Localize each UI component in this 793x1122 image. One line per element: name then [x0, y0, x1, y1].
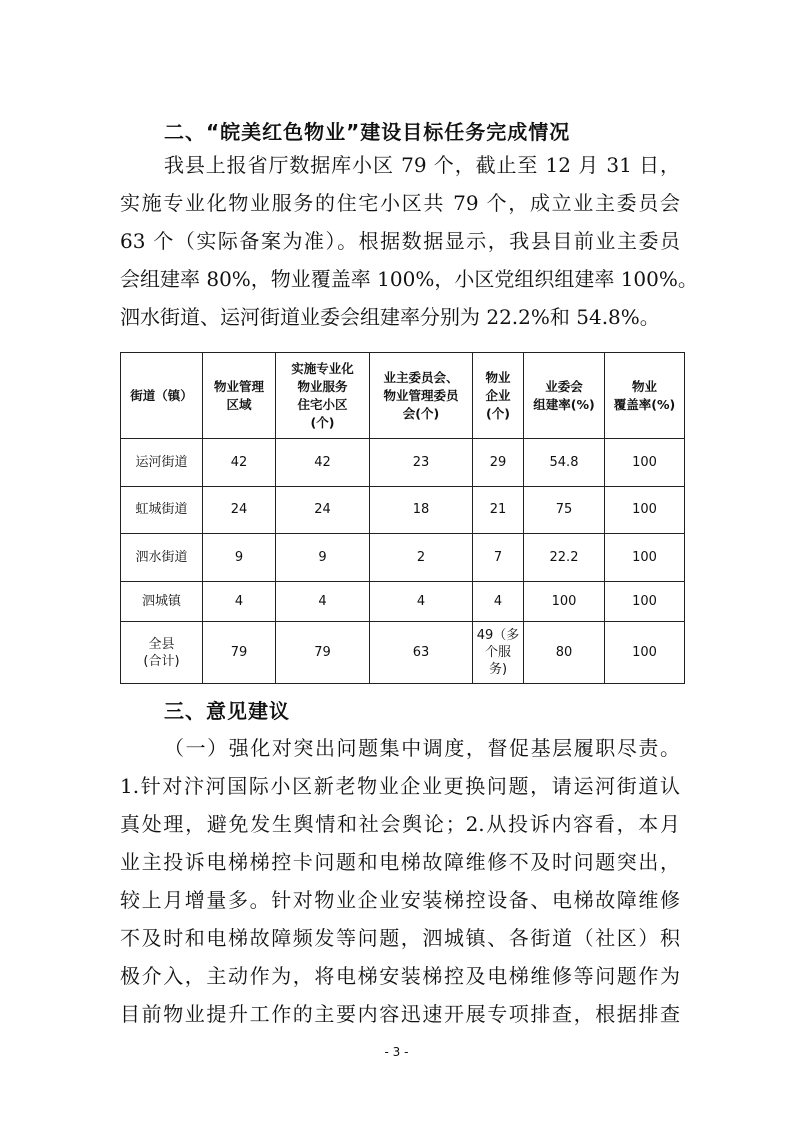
table-cell [524, 486, 605, 534]
row-label-text: 泗城镇 [141, 593, 181, 609]
table-cell [276, 581, 370, 621]
table-cell [524, 581, 605, 621]
paragraph-line: 1.针对汴河国际小区新老物业企业更换问题，请运河街道认 [120, 774, 680, 798]
column-header-text: 实施专业化 [291, 360, 354, 376]
paragraph-line: 较上月增量多。针对物业企业安装梯控设备、电梯故障维修 [120, 888, 680, 912]
table-cell [203, 439, 276, 487]
table-cell-value: 2 [416, 549, 426, 565]
table-cell-value: 75 [555, 502, 573, 518]
table-cell-value: 4 [493, 593, 503, 609]
table-cell-value: 个服 [484, 645, 511, 661]
table-cell-value: 100 [632, 454, 657, 470]
paragraph-line: 会组建率 80%，物业覆盖率 100%，小区党组织组建率 100%。 [120, 267, 698, 291]
table-cell-value: 4 [234, 593, 244, 609]
table-cell [605, 534, 685, 582]
table-cell-value: 42 [314, 454, 331, 470]
table-cell [276, 622, 370, 684]
column-header-text: 物业管理委员 [383, 387, 459, 403]
table-cell [370, 534, 473, 582]
column-header-text: (个) [310, 414, 335, 430]
property-statistics-table [120, 352, 685, 684]
paragraph-line: 泗水街道、运河街道业委会组建率分别为 22.2%和 54.8%。 [120, 305, 660, 329]
table-cell-value: 63 [412, 645, 430, 661]
column-header-text: 街道（镇） [130, 387, 193, 403]
paragraph-line: 我县上报省厅数据库小区 79 个，截止至 12 月 31 日， [164, 153, 680, 177]
table-cell [524, 622, 605, 684]
column-header-text: (个) [486, 405, 510, 421]
column-header [203, 353, 276, 439]
table-cell-value: 24 [230, 502, 248, 518]
row-label-text: (合计) [143, 653, 180, 669]
table-cell-value: 9 [318, 549, 327, 565]
row-label-cell [121, 534, 203, 582]
paragraph-line: （一）强化对突出问题集中调度，督促基层履职尽责。 [164, 736, 680, 760]
table-cell-value: 54.8 [549, 454, 579, 470]
section-2-heading: 二、“皖美红色物业”建设目标任务完成情况 [164, 120, 571, 144]
table-cell-value: 18 [412, 502, 430, 518]
table-cell [203, 534, 276, 582]
table-cell [203, 486, 276, 534]
column-header-text: 业委会 [545, 378, 583, 394]
table-cell-value: 24 [314, 502, 331, 518]
column-header-text: 企业 [485, 387, 511, 403]
table-cell-value: 100 [551, 593, 577, 609]
column-header [121, 353, 203, 439]
column-header-text: 覆盖率(%) [613, 396, 676, 412]
table-cell [605, 439, 685, 487]
column-header [524, 353, 605, 439]
column-header-text: 住宅小区 [297, 396, 348, 412]
table-cell-value: 100 [632, 549, 657, 565]
row-label-cell [121, 486, 203, 534]
table-cell [203, 581, 276, 621]
column-header-text: 物业服务 [297, 378, 348, 394]
paragraph-line: 不及时和电梯故障频发等问题，泗城镇、各街道（社区）积 [120, 926, 680, 950]
table-cell-value: 7 [493, 549, 503, 565]
table-cell [473, 534, 524, 582]
page-number: - 3 - [384, 1045, 409, 1059]
column-header [276, 353, 370, 439]
table-cell-value: 9 [234, 549, 244, 565]
table-row [121, 622, 685, 684]
table-cell [473, 581, 524, 621]
table-cell-value: 4 [318, 593, 327, 609]
table-cell [524, 534, 605, 582]
table-cell [605, 486, 685, 534]
column-header-text: 组建率(%) [533, 396, 595, 412]
column-header-text: 物业 [485, 369, 511, 385]
table-cell [203, 622, 276, 684]
column-header-text: 物业管理 [213, 378, 264, 394]
paragraph-line: 目前物业提升工作的主要内容迅速开展专项排查，根据排查 [120, 1002, 680, 1026]
table-cell [370, 581, 473, 621]
table-cell [370, 439, 473, 487]
table-cell [276, 534, 370, 582]
row-label-cell [121, 581, 203, 621]
column-header-text: 会(个) [402, 405, 440, 421]
row-label-text: 虹城街道 [135, 502, 188, 518]
table-cell-value: 21 [489, 502, 507, 518]
table-cell-value: 80 [555, 645, 573, 661]
table-cell-value: 42 [230, 454, 248, 470]
row-label-text: 泗水街道 [135, 549, 188, 565]
table-cell-value: 23 [412, 454, 430, 470]
table-row [121, 534, 685, 582]
table-cell-value: 100 [632, 593, 657, 609]
row-label-text: 全县 [148, 636, 175, 652]
table-cell-value: 79 [230, 645, 248, 661]
table-cell [473, 486, 524, 534]
table-cell-value: 49（多 [476, 628, 520, 644]
table-cell-value: 4 [416, 593, 426, 609]
table-cell [473, 622, 524, 684]
table-cell [605, 581, 685, 621]
table-cell-value: 100 [632, 502, 657, 518]
table-cell-value: 22.2 [549, 549, 579, 565]
column-header-text: 区域 [226, 396, 252, 412]
row-label-text: 运河街道 [135, 454, 188, 470]
table-cell [276, 439, 370, 487]
paragraph-line: 63 个（实际备案为准）。根据数据显示，我县目前业主委员 [120, 229, 680, 253]
column-header [605, 353, 685, 439]
column-header [370, 353, 473, 439]
table-cell [473, 439, 524, 487]
row-label-cell [121, 439, 203, 487]
paragraph-line: 业主投诉电梯梯控卡问题和电梯故障维修不及时问题突出， [120, 850, 680, 874]
table-cell-value: 100 [632, 645, 657, 661]
table-row [121, 486, 685, 534]
column-header-text: 物业 [631, 378, 657, 394]
table-cell-value: 79 [314, 645, 331, 661]
table-row [121, 581, 685, 621]
table-cell [370, 622, 473, 684]
column-header [473, 353, 524, 439]
table-cell [524, 439, 605, 487]
paragraph-line: 真处理，避免发生舆情和社会舆论；2.从投诉内容看，本月 [120, 812, 680, 836]
paragraph-line: 极介入，主动作为，将电梯安装梯控及电梯维修等问题作为 [120, 964, 680, 988]
table-cell [370, 486, 473, 534]
column-header-text: 业主委员会、 [383, 369, 459, 385]
table-cell [605, 622, 685, 684]
paragraph-line: 实施专业化物业服务的住宅小区共 79 个，成立业主委员会 [120, 191, 680, 215]
table-cell [276, 486, 370, 534]
table-header-row [121, 353, 685, 439]
table-cell-value: 务) [488, 662, 508, 678]
table-row [121, 439, 685, 487]
row-label-cell [121, 622, 203, 684]
table-cell-value: 29 [489, 454, 507, 470]
section-3-heading: 三、意见建议 [164, 699, 290, 723]
